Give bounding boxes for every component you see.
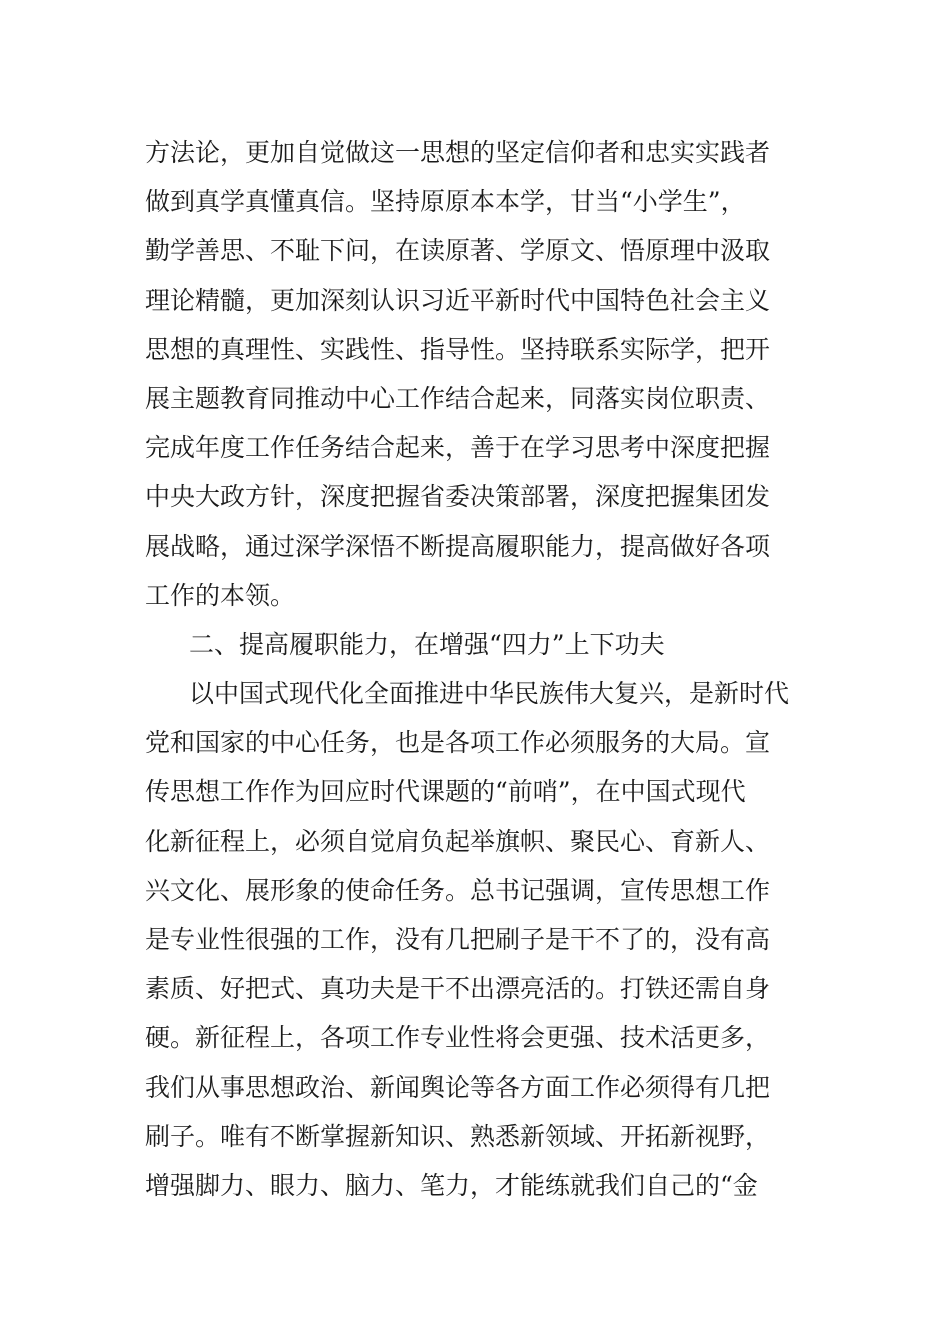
text-line: 是专业性很强的工作，没有几把刷子是干不了的，没有高 bbox=[145, 925, 771, 954]
text-line: 勤学善思、不耻下问，在读原著、学原文、悟原理中汲取 bbox=[145, 236, 771, 266]
text-line: 工作的本领。 bbox=[145, 580, 296, 610]
text-line: 方法论，更加自觉做这一思想的坚定信仰者和忠实实践者 bbox=[145, 138, 771, 167]
text-line: 化新征程上，必须自觉肩负起举旗帜、聚民心、育新人、 bbox=[145, 826, 771, 856]
text-line: 理论精髓，更加深刻认识习近平新时代中国特色社会主义 bbox=[145, 285, 771, 315]
text-line: 传思想工作作为回应时代课题的“前哨”，在中国式现代 bbox=[145, 777, 746, 807]
text-line: 展主题教育同推动中心工作结合起来，同落实岗位职责、 bbox=[145, 383, 771, 413]
text-line: 完成年度工作任务结合起来，善于在学习思考中深度把握 bbox=[145, 433, 771, 463]
text-line: 展战略，通过深学深悟不断提高履职能力，提高做好各项 bbox=[145, 531, 771, 561]
text-line: 素质、好把式、真功夫是干不出漂亮活的。打铁还需自身 bbox=[145, 974, 771, 1004]
text-line: 硬。新征程上，各项工作专业性将会更强、技术活更多， bbox=[145, 1023, 771, 1053]
text-line: 中央大政方针，深度把握省委决策部署，深度把握集团发 bbox=[145, 482, 771, 512]
text-line: 我们从事思想政治、新闻舆论等各方面工作必须得有几把 bbox=[145, 1072, 771, 1102]
paragraph-first-line: 以中国式现代化全面推进中华民族伟大复兴，是新时代 bbox=[189, 679, 790, 709]
text-line: 思想的真理性、实践性、指导性。坚持联系实际学，把开 bbox=[145, 334, 771, 364]
text-line: 刷子。唯有不断掌握新知识、熟悉新领域、开拓新视野， bbox=[145, 1121, 771, 1151]
text-line: 做到真学真懂真信。坚持原原本本学，甘当“小学生”， bbox=[145, 187, 746, 217]
text-line: 兴文化、展形象的使命任务。总书记强调，宣传思想工作 bbox=[145, 875, 771, 905]
body-text bbox=[145, 128, 815, 1210]
text-line: 增强脚力、眼力、脑力、笔力，才能练就我们自己的“金 bbox=[145, 1170, 758, 1200]
text-line: 党和国家的中心任务，也是各项工作必须服务的大局。宣 bbox=[145, 728, 771, 758]
section-heading: 二、提高履职能力，在增强“四力”上下功夫 bbox=[189, 629, 665, 659]
